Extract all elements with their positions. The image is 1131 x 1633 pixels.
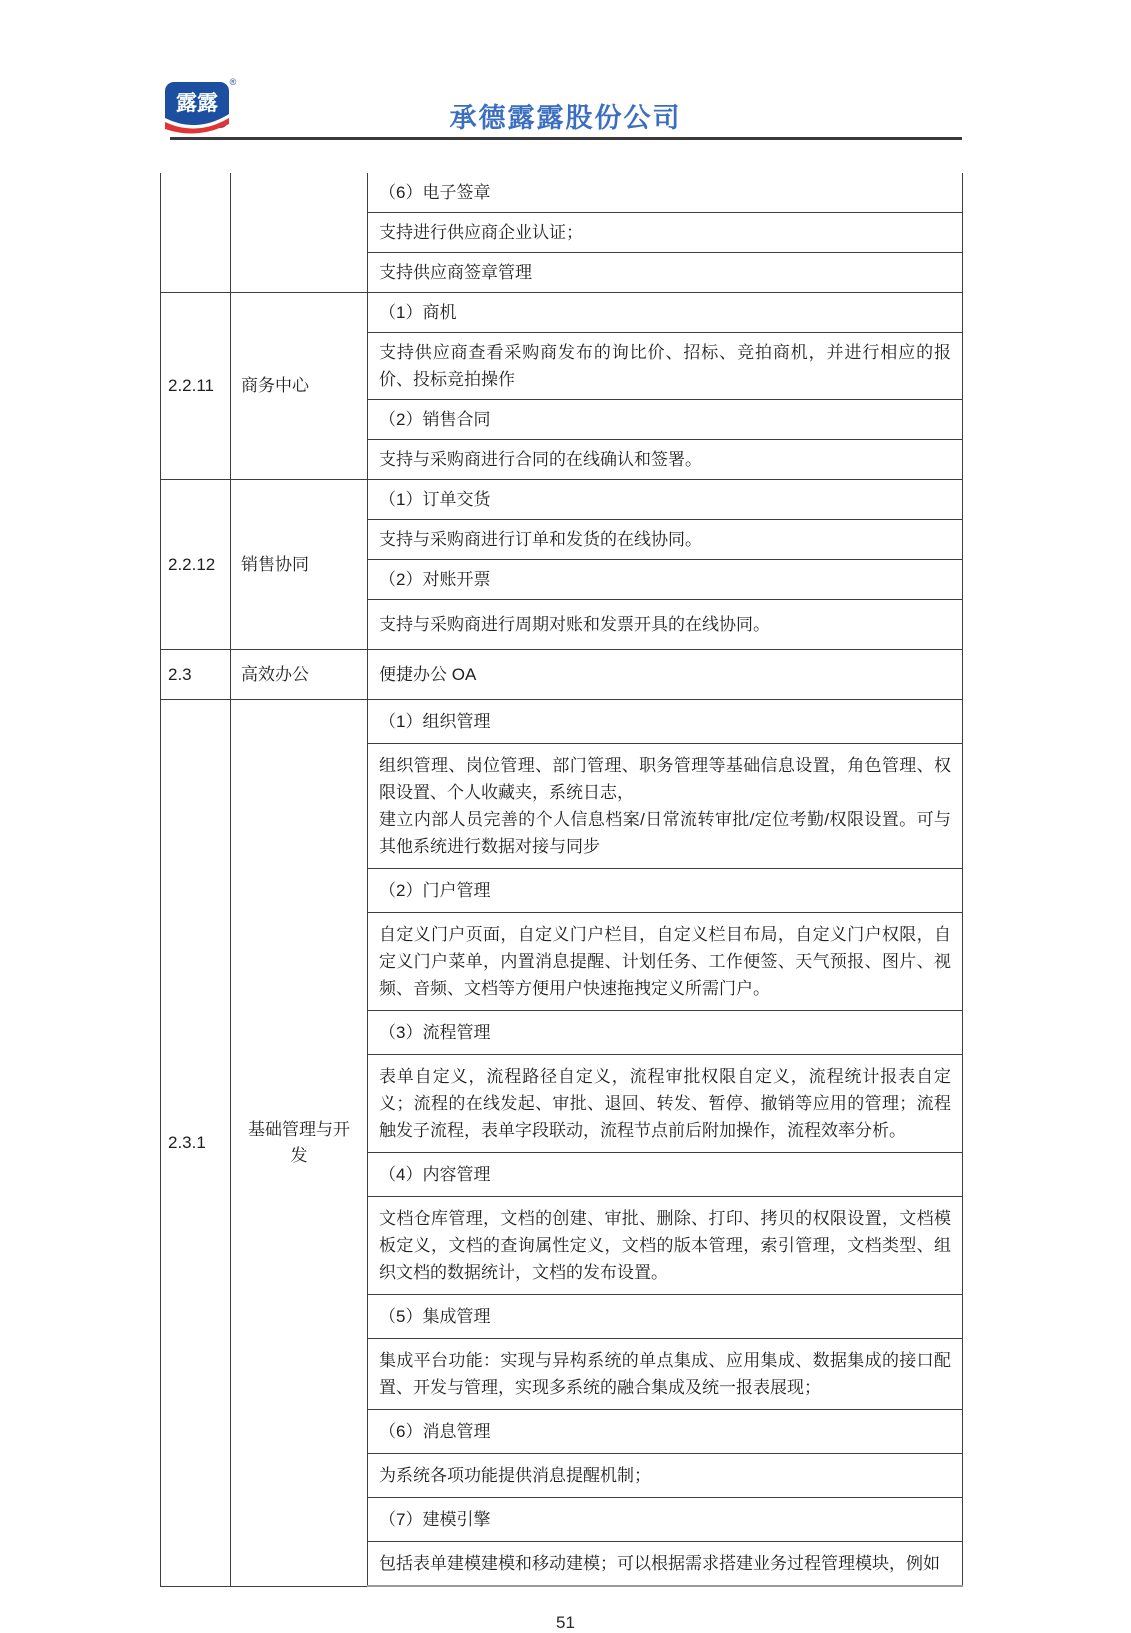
section-number-cell: 2.2.11: [161, 293, 231, 480]
feature-text-line: 支持进行供应商企业认证；: [379, 223, 583, 242]
feature-text-line: 便捷办公 OA: [379, 665, 477, 684]
feature-text-line: （2）销售合同: [379, 410, 491, 429]
section-number-cell: 2.3.1: [161, 700, 231, 1587]
table-row: [161, 293, 963, 333]
feature-description-cell: [368, 1339, 963, 1410]
feature-text-line: （2）对账开票: [379, 570, 491, 589]
company-name-title: 承德露露股份公司: [449, 103, 682, 133]
feature-description-cell: [368, 520, 963, 560]
feature-text-line: 支持供应商签章管理: [379, 263, 532, 282]
feature-text-line: （6）电子签章: [379, 183, 491, 202]
feature-heading-cell: [368, 293, 963, 333]
feature-text-line: 自定义门户页面，自定义门户栏目，自定义栏目布局，自定义门户权限，自定义门户菜单，内置消息提醒、计划任务、工作便签、天气预报、图片、视频、音频、文档等方便用户快速拖拽定义所需门户。: [379, 925, 951, 998]
feature-text-line: （1）组织管理: [379, 712, 491, 731]
table-row: [161, 650, 963, 700]
feature-text-line: 表单自定义，流程路径自定义，流程审批权限自定义，流程统计报表自定义；流程的在线发起、审批、退回、转发、暂停、撤销等应用的管理；流程触发子流程，表单字段联动，流程节点前后附加操作，流程效率分析。: [379, 1067, 951, 1140]
section-name-cell: [231, 173, 368, 293]
company-logo: [163, 76, 239, 138]
feature-description-cell: [368, 600, 963, 650]
feature-text-line: （2）门户管理: [379, 881, 491, 900]
section-number-cell: 2.3: [161, 650, 231, 700]
feature-description-cell: [368, 1454, 963, 1498]
registered-mark: ®: [229, 77, 237, 87]
feature-heading-cell: [368, 1410, 963, 1454]
section-name-cell: 基础管理与开发: [231, 700, 368, 1587]
feature-text-line: 支持与采购商进行周期对账和发票开具的在线协同。: [379, 615, 770, 634]
feature-text-line: 组织管理、岗位管理、部门管理、职务管理等基础信息设置，角色管理、权限设置、个人收藏夹，系统日志，: [379, 756, 951, 802]
table-row: [161, 173, 963, 213]
feature-text-line: （1）订单交货: [379, 490, 491, 509]
logo-text: 露露: [176, 92, 218, 115]
section-name-cell: 高效办公: [231, 650, 368, 700]
feature-text-line: 支持与采购商进行合同的在线确认和签署。: [379, 450, 702, 469]
feature-heading-cell: [368, 400, 963, 440]
feature-text-line: （5）集成管理: [379, 1307, 491, 1326]
feature-text-line: 文档仓库管理，文档的创建、审批、删除、打印、拷贝的权限设置，文档模板定义，文档的查询属性定义，文档的版本管理，索引管理，文档类型、组织文档的数据统计，文档的发布设置。: [379, 1209, 951, 1282]
feature-text-line: （3）流程管理: [379, 1023, 491, 1042]
feature-description-cell: [368, 440, 963, 480]
requirements-table-body: [161, 173, 963, 1586]
feature-heading-cell: [368, 1295, 963, 1339]
section-number-cell: 2.2.12: [161, 480, 231, 650]
feature-description-cell: [368, 650, 963, 700]
feature-text-line: 包括表单建模建模和移动建模；可以根据需求搭建业务过程管理模块，例如: [379, 1554, 940, 1573]
table-row: [161, 700, 963, 744]
feature-description-cell: [368, 1197, 963, 1295]
feature-text-line: 支持与采购商进行订单和发货的在线协同。: [379, 530, 702, 549]
feature-heading-cell: [368, 560, 963, 600]
page-header: [0, 0, 1131, 137]
page-number: 51: [556, 1613, 575, 1632]
feature-text-line: （7）建模引擎: [379, 1510, 491, 1529]
header-rule: [170, 137, 962, 140]
feature-text-line: 为系统各项功能提供消息提醒机制；: [379, 1466, 651, 1485]
requirements-table: [160, 173, 963, 1587]
feature-heading-cell: [368, 700, 963, 744]
feature-heading-cell: [368, 869, 963, 913]
lulu-logo-icon: [163, 76, 239, 138]
section-name-cell: 销售协同: [231, 480, 368, 650]
feature-text-line: （4）内容管理: [379, 1165, 491, 1184]
feature-heading-cell: [368, 1498, 963, 1542]
feature-description-cell: [368, 744, 963, 869]
feature-heading-cell: [368, 173, 963, 213]
feature-description-cell: [368, 1542, 963, 1587]
feature-description-cell: [368, 213, 963, 253]
table-row: [161, 480, 963, 520]
feature-heading-cell: [368, 480, 963, 520]
section-number-cell: [161, 173, 231, 293]
feature-text-line: （6）消息管理: [379, 1422, 491, 1441]
feature-description-cell: [368, 253, 963, 293]
feature-description-cell: [368, 913, 963, 1011]
feature-description-cell: [368, 333, 963, 400]
feature-heading-cell: [368, 1011, 963, 1055]
feature-text-line: 支持供应商查看采购商发布的询比价、招标、竞拍商机，并进行相应的报价、投标竞拍操作: [379, 343, 951, 389]
section-name-cell: 商务中心: [231, 293, 368, 480]
feature-text-line: 集成平台功能：实现与异构系统的单点集成、应用集成、数据集成的接口配置、开发与管理，实现多系统的融合集成及统一报表展现；: [379, 1351, 951, 1397]
feature-text-line: （1）商机: [379, 303, 457, 322]
feature-description-cell: [368, 1055, 963, 1153]
feature-heading-cell: [368, 1153, 963, 1197]
feature-text-line: 建立内部人员完善的个人信息档案/日常流转审批/定位考勤/权限设置。可与其他系统进行数据对接与同步: [379, 810, 951, 856]
